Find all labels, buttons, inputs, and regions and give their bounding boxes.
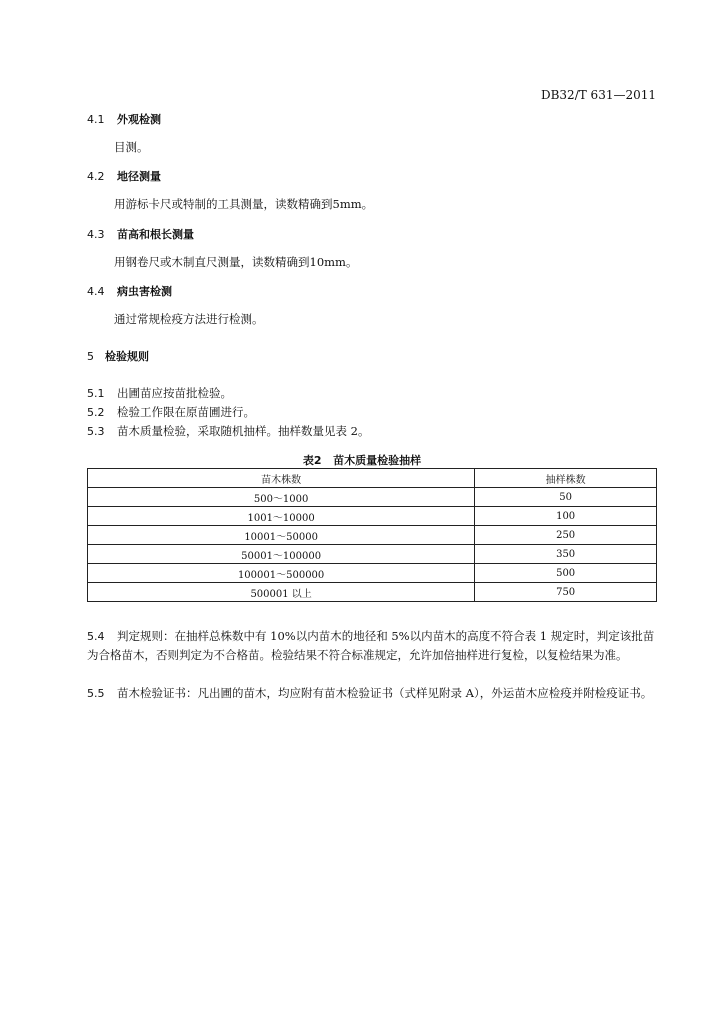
section-heading-4-3	[87, 226, 194, 242]
column-header-seedling-count: 苗木株数	[88, 469, 475, 488]
table-cell: 500001 以上	[88, 583, 475, 602]
table-cell: 500～1000	[88, 488, 475, 507]
clause-number: 5.5	[87, 687, 105, 700]
section-heading-4-2	[87, 168, 161, 184]
section-text-4-1: 目测。	[114, 140, 149, 154]
clause-5-3	[87, 423, 369, 439]
table-row	[88, 526, 657, 545]
table-caption: 表2 苗木质量检验抽样	[302, 454, 422, 467]
clause-text: 苗木检验证书：凡出圃的苗木，均应附有苗木检验证书（式样见附录 A），外运苗木应检疫并附检疫证书。	[117, 686, 653, 700]
clause-5-5	[87, 684, 659, 703]
clause-text: 检验工作限在原苗圃进行。	[117, 405, 255, 419]
table-cell: 100	[475, 507, 657, 526]
clause-5-4	[87, 627, 659, 665]
clause-text: 判定规则：在抽样总株数中有 10%以内苗木的地径和 5%以内苗木的高度不符合表 1 规定时，判定该批苗为合格苗木，否则判定为不合格苗。检验结果不符合标准规定，允许加倍抽样进行复检，以复检结果为准。	[87, 629, 655, 662]
table-row	[88, 583, 657, 602]
section-number: 4.3	[87, 228, 105, 241]
section-text-4-2: 用游标卡尺或特制的工具测量，读数精确到5mm。	[114, 197, 374, 211]
table-row	[88, 545, 657, 564]
table-cell: 10001～50000	[88, 526, 475, 545]
clause-number: 5.4	[87, 630, 105, 643]
clause-number: 5.1	[87, 387, 105, 400]
table-row	[88, 488, 657, 507]
column-header-sample-count: 抽样株数	[475, 469, 657, 488]
section-text-4-3: 用钢卷尺或木制直尺测量，读数精确到10mm。	[114, 255, 358, 269]
clause-text: 出圃苗应按苗批检验。	[117, 386, 232, 400]
clause-number: 5.3	[87, 425, 105, 438]
section-title: 检验规则	[105, 350, 149, 363]
section-title: 苗高和根长测量	[117, 228, 194, 241]
section-number: 4.2	[87, 170, 105, 183]
section-title: 地径测量	[117, 170, 161, 183]
table-cell: 1001～10000	[88, 507, 475, 526]
table-cell: 350	[475, 545, 657, 564]
table-header-row	[88, 469, 657, 488]
table-cell: 750	[475, 583, 657, 602]
table-cell: 50	[475, 488, 657, 507]
section-heading-4-4	[87, 283, 172, 299]
table-cell: 100001～500000	[88, 564, 475, 583]
section-number: 4.1	[87, 113, 105, 126]
section-number: 5	[87, 350, 94, 363]
section-text-4-4: 通过常规检疫方法进行检测。	[114, 312, 264, 326]
section-title: 外观检测	[117, 113, 161, 126]
section-title: 病虫害检测	[117, 285, 172, 298]
table-cell: 50001～100000	[88, 545, 475, 564]
sampling-table	[87, 468, 657, 602]
table-row	[88, 507, 657, 526]
section-heading-4-1	[87, 111, 161, 127]
document-code: DB32/T 631—2011	[540, 88, 656, 102]
clause-text: 苗木质量检验，采取随机抽样。抽样数量见表 2。	[117, 424, 370, 438]
section-number: 4.4	[87, 285, 105, 298]
section-heading-5	[87, 348, 149, 364]
clause-5-1	[87, 385, 232, 401]
table-cell: 500	[475, 564, 657, 583]
table-row	[88, 564, 657, 583]
table-cell: 250	[475, 526, 657, 545]
clause-number: 5.2	[87, 406, 105, 419]
clause-5-2	[87, 404, 255, 420]
